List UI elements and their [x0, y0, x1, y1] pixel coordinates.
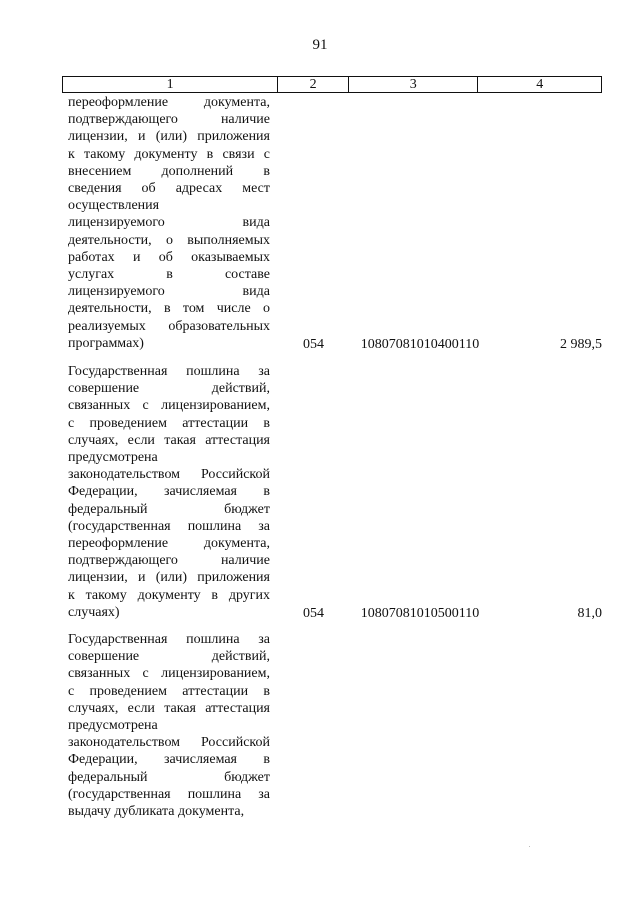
row-description-line: с проведением аттестации в: [68, 415, 270, 431]
row-description-line: предусмотрена: [68, 450, 158, 466]
row-description-line: к такому документу в связи с: [68, 146, 270, 162]
row-description-line: услугах в составе: [68, 267, 270, 283]
row-description-line: случаях, если такая аттестация: [68, 700, 270, 716]
row-description-line: к такому документу в других: [68, 587, 270, 603]
scan-artifact: [529, 846, 530, 847]
row-description-line: федеральный бюджет: [68, 501, 270, 517]
row-description-line: подтверждающего наличие: [68, 553, 270, 569]
row-description-line: предусмотрена: [68, 718, 158, 734]
row-description-line: подтверждающего наличие: [68, 112, 270, 128]
row-description-line: случаях, если такая аттестация: [68, 432, 270, 448]
table-header-col-4: 4: [536, 77, 544, 92]
row-code: 054: [303, 606, 324, 621]
row-kbk: 10807081010400110: [360, 337, 480, 352]
table-header-row: [62, 76, 602, 93]
row-description-line: лицензии, и (или) приложения: [68, 570, 270, 586]
table-header-col-1: 1: [63, 77, 278, 92]
row-description-line: реализуемых образовательных: [68, 318, 270, 334]
row-description: [68, 631, 270, 820]
row-description-line: законодательством Российской: [68, 735, 270, 751]
row-description-line: выдачу дубликата документа,: [68, 804, 245, 820]
row-description-line: совершение действий,: [68, 649, 270, 665]
row-description-line: сведения об адресах мест: [68, 181, 270, 197]
row-description-line: связанных с лицензированием,: [68, 666, 270, 682]
page-number: 91: [312, 37, 328, 53]
row-description-line: (государственная пошлина за: [68, 786, 270, 802]
row-description-line: законодательством Российской: [68, 467, 270, 483]
row-description: [68, 94, 270, 352]
row-description-line: внесением дополнений в: [68, 163, 270, 179]
row-amount: 2 989,5: [560, 337, 602, 352]
row-description-line: Государственная пошлина за: [68, 632, 270, 647]
row-description-line: программах): [68, 335, 144, 351]
row-description: [68, 363, 270, 621]
row-description-line: с проведением аттестации в: [68, 683, 270, 699]
row-description-line: работах и об оказываемых: [68, 249, 270, 265]
row-description-line: осуществления: [68, 198, 160, 214]
row-description-line: случаях): [68, 604, 120, 620]
row-kbk: 10807081010500110: [360, 606, 480, 621]
row-description-line: Государственная пошлина за: [68, 364, 270, 379]
row-description-line: Федерации, зачисляемая в: [68, 752, 270, 768]
row-description-line: лицензируемого вида: [68, 284, 270, 300]
row-description-line: переоформление документа,: [68, 536, 270, 552]
row-description-line: связанных с лицензированием,: [68, 398, 270, 414]
table-row: [68, 363, 602, 621]
row-description-line: деятельности, о выполняемых: [68, 232, 270, 248]
row-description-line: переоформление документа,: [68, 95, 270, 110]
table-row: [68, 94, 602, 352]
row-code: 054: [303, 337, 324, 352]
table-row: [68, 631, 602, 820]
row-description-line: деятельности, в том числе о: [68, 301, 270, 317]
row-description-line: лицензии, и (или) приложения: [68, 129, 270, 145]
row-description-line: Федерации, зачисляемая в: [68, 484, 270, 500]
row-description-line: лицензируемого вида: [68, 215, 270, 231]
row-description-line: совершение действий,: [68, 381, 270, 397]
row-description-line: федеральный бюджет: [68, 769, 270, 785]
row-amount: 81,0: [577, 606, 602, 621]
row-description-line: (государственная пошлина за: [68, 518, 270, 534]
table-header-col-3: 3: [349, 77, 479, 92]
table-header-col-2: 2: [278, 77, 349, 92]
